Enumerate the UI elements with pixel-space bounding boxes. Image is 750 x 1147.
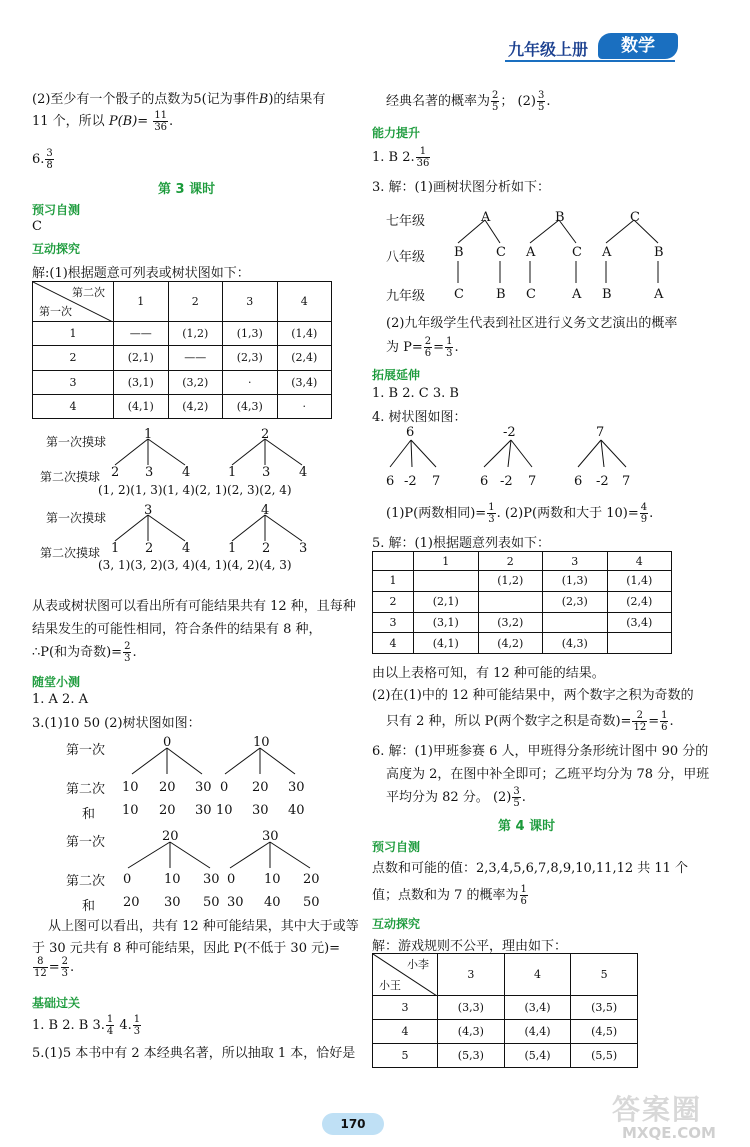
- table-row: 4 (4,1) (4,2) (4,3): [373, 633, 672, 654]
- left-line-1: (2)至少有一个骰子的点数为5(记为事件B)的结果有: [32, 92, 326, 107]
- tree2-leaf: 3: [299, 541, 308, 556]
- table-dice-1: [32, 281, 332, 419]
- tree2-pairs: (3, 1)(3, 2)(3, 4)(4, 1)(4, 2)(4, 3): [98, 558, 292, 572]
- extension-answers-10: 平均分为 82 分。 (2) $\frac{3}{5}$ .: [386, 786, 526, 809]
- conclusion-line-1: 从表或树状图可以看出所有可能结果共有 12 种，且每种: [32, 599, 356, 614]
- tree1-root: 1: [144, 427, 153, 442]
- tree3-first-label: 第一次: [66, 743, 106, 758]
- extension-answers-7: 只有 2 种，所以 P(两个数字之积是奇数)= $\frac{2}{12}$ = $\frac{1}{6}$ .: [386, 710, 674, 733]
- table-product: [372, 551, 672, 654]
- tree1-leaf: 2: [111, 465, 120, 480]
- tree4-mid: A: [526, 245, 536, 260]
- tree4-mid: B: [454, 245, 464, 260]
- tree2-leaf: 4: [182, 541, 191, 556]
- tree5-leaf: 6: [480, 474, 489, 489]
- extension-answers-1: 1. B 2. C 3. B: [372, 386, 459, 401]
- extension-answers-5: 由以上表格可知，有 12 种可能的结果。: [372, 666, 605, 681]
- tree4-leaf: B: [602, 287, 612, 302]
- tree1-pairs: (1, 2)(1, 3)(1, 4)(2, 1)(2, 3)(2, 4): [98, 483, 292, 497]
- tree1-leaf: 3: [262, 465, 271, 480]
- table-header-cell: 4: [504, 954, 571, 996]
- tree3-sum: 30: [164, 895, 181, 910]
- section-preview-2: 预习自测: [372, 840, 421, 854]
- tree2-first-label: 第一次摸球: [46, 511, 107, 525]
- tree2-second-label: 第二次摸球: [40, 546, 101, 560]
- section-basic: 基础过关: [32, 996, 81, 1010]
- preview-answer: C: [32, 219, 42, 234]
- explore-intro: 解:(1)根据题意可列表或树状图如下：: [32, 266, 250, 281]
- extension-answers-4: 5. 解：(1)根据题意列表如下：: [372, 536, 550, 551]
- tree1-first-label: 第一次摸球: [46, 435, 107, 449]
- tree4-level-1: 七年级: [386, 214, 426, 229]
- extension-answers-3: (1)P(两数相同)= $\frac{1}{3}$ . (2)P(两数和大于 10)= $\frac{4}{9}$ .: [386, 502, 654, 525]
- section-preview: 预习自测: [32, 203, 81, 217]
- conclusion-line-2: 结果发生的可能性相同，符合条件的结果有 8 种，: [32, 622, 322, 637]
- tree1-leaf: 1: [228, 465, 237, 480]
- ability-answers-4: 为 P= $\frac{2}{6}$ = $\frac{1}{3}$ .: [386, 336, 459, 359]
- right-line-1: 经典名著的概率为 $\frac{2}{5}$ ； (2) $\frac{3}{5}$ .: [386, 90, 551, 113]
- tree2-leaf: 2: [145, 541, 154, 556]
- tree5-root: 7: [596, 425, 605, 440]
- tree5-leaf: -2: [500, 474, 513, 489]
- tree2-leaf: 2: [262, 541, 271, 556]
- tree4-leaf: A: [654, 287, 664, 302]
- basic-answers-1: 1. B 2. B 3. $\frac{1}{4}$ 4. $\frac{1}{3}$: [32, 1014, 141, 1037]
- lesson-3-title: 第 3 课时: [158, 182, 216, 197]
- table-row: 1 —— (1,2) (1,3) (1,4): [33, 322, 332, 346]
- section-extension: 拓展延伸: [372, 368, 421, 382]
- tree4-mid: C: [572, 245, 582, 260]
- section-ability: 能力提升: [372, 126, 421, 140]
- tree2-leaf: 1: [111, 541, 120, 556]
- tree5-leaf: 6: [386, 474, 395, 489]
- tree4-leaf: C: [526, 287, 536, 302]
- tree5-leaf: 7: [622, 474, 631, 489]
- tree4-leaf: C: [454, 287, 464, 302]
- table-corner: 小李 小王: [373, 954, 438, 996]
- extension-answers-2: 4. 树状图如图：: [372, 410, 467, 425]
- tree3-sum-label: 和: [82, 807, 96, 822]
- tree3-leaf: 0: [227, 872, 236, 887]
- tree5-leaf: 6: [574, 474, 583, 489]
- tree4-level-3: 九年级: [386, 289, 426, 304]
- conclusion-line-4: 从上图可以看出，共有 12 种可能结果，其中大于或等: [48, 919, 359, 934]
- table-row: 3 (3,3) (3,4) (3,5): [373, 996, 638, 1020]
- basic-answers-2: 5.(1)5 本书中有 2 本经典名著，所以抽取 1 本，恰好是: [32, 1046, 356, 1061]
- header-rule: [505, 60, 675, 62]
- tree4-mid: B: [654, 245, 664, 260]
- tree1-leaf: 4: [182, 465, 191, 480]
- table-corner: 第二次 第一次: [33, 282, 114, 322]
- class-answers-2: 3.(1)10 50 (2)树状图如图：: [32, 716, 201, 731]
- tree3-root: 20: [162, 829, 179, 844]
- tree5-leaf: 7: [528, 474, 537, 489]
- preview2-line-2: 值；点数和为 7 的概率为 $\frac{1}{6}$: [372, 884, 527, 907]
- left-line-2: 11 个，所以 P(B)= $\frac{11}{36}$ .: [32, 110, 174, 133]
- table-header-cell: 2: [168, 282, 223, 322]
- ability-answers-3: (2)九年级学生代表到社区进行义务文艺演出的概率: [386, 316, 678, 331]
- watermark-logo: 答案圈: [612, 1093, 703, 1126]
- tree3-leaf: 10: [122, 780, 139, 795]
- tree3-sum: 50: [303, 895, 320, 910]
- tree3-root: 30: [262, 829, 279, 844]
- conclusion-line-6: $\frac{8}{12}$ = $\frac{2}{3}$ .: [34, 956, 75, 979]
- explore2-intro: 解：游戏规则不公平，理由如下：: [372, 939, 568, 954]
- tree1-leaf: 4: [299, 465, 308, 480]
- subject-badge: 数学: [598, 33, 678, 59]
- tree3-sum-label-2: 和: [82, 899, 96, 914]
- table-header-cell: 3: [438, 954, 505, 996]
- section-explore-2: 互动探究: [372, 917, 421, 931]
- tree3-leaf: 30: [288, 780, 305, 795]
- tree4-root: A: [481, 210, 491, 225]
- tree2-leaf: 1: [228, 541, 237, 556]
- extension-answers-6: (2)在(1)中的 12 种可能结果中，两个数字之积为奇数的: [372, 688, 694, 703]
- tree4-leaf: B: [496, 287, 506, 302]
- extension-answers-8: 6. 解：(1)甲班参赛 6 人，甲班得分条形统计图中 90 分的: [372, 744, 709, 759]
- tree3-leaf: 10: [264, 872, 281, 887]
- table-game: [372, 953, 638, 1068]
- tree5-leaf: -2: [596, 474, 609, 489]
- tree2-root: 4: [261, 503, 270, 518]
- table-header-cell: 5: [571, 954, 638, 996]
- table-row: 4 (4,1) (4,2) (4,3) ·: [33, 394, 332, 418]
- tree1-root: 2: [261, 427, 270, 442]
- table-header-cell: 4: [277, 282, 332, 322]
- table-header-cell: 3: [223, 282, 278, 322]
- tree3-leaf: 0: [123, 872, 132, 887]
- tree3-sum: 40: [288, 803, 305, 818]
- ability-answers-1: 1. B 2. $\frac{1}{36}$: [372, 146, 430, 169]
- tree3-leaf: 10: [164, 872, 181, 887]
- table-row: 1 (1,2) (1,3) (1,4): [373, 571, 672, 592]
- tree3-leaf: 20: [252, 780, 269, 795]
- tree2-root: 3: [144, 503, 153, 518]
- tree4-mid: C: [496, 245, 506, 260]
- tree3-sum: 50: [203, 895, 220, 910]
- section-class-test: 随堂小测: [32, 675, 81, 689]
- tree3-leaf: 20: [303, 872, 320, 887]
- tree4-mid: A: [602, 245, 612, 260]
- tree3-sum: 30: [227, 895, 244, 910]
- tree5-root: 6: [406, 425, 415, 440]
- tree3-leaf: 0: [220, 780, 229, 795]
- tree3-sum: 20: [123, 895, 140, 910]
- page-number: 170: [322, 1113, 384, 1135]
- class-answers-1: 1. A 2. A: [32, 692, 88, 707]
- preview2-line-1: 点数和可能的值：2,3,4,5,6,7,8,9,10,11,12 共 11 个: [372, 861, 689, 876]
- tree3-leaf: 30: [195, 780, 212, 795]
- table-header-cell: 1: [114, 282, 169, 322]
- tree3-second-label: 第二次: [66, 782, 106, 797]
- tree1-leaf: 3: [145, 465, 154, 480]
- tree3-root: 10: [253, 735, 270, 750]
- table-header-row: 1 2 3 4: [373, 552, 672, 571]
- left-line-3: 6. $\frac{3}{8}$: [32, 148, 53, 171]
- tree3-sum: 10: [122, 803, 139, 818]
- table-row: 4 (4,3) (4,4) (4,5): [373, 1020, 638, 1044]
- tree4-leaf: A: [572, 287, 582, 302]
- tree3-first-label-2: 第一次: [66, 835, 106, 850]
- tree3-leaf: 30: [203, 872, 220, 887]
- table-row: 3 (3,1) (3,2) · (3,4): [33, 370, 332, 394]
- tree5-root: -2: [503, 425, 516, 440]
- tree3-sum: 10: [216, 803, 233, 818]
- watermark-url: MXQE.COM: [622, 1124, 716, 1142]
- tree3-root: 0: [163, 735, 172, 750]
- tree4-level-2: 八年级: [386, 250, 426, 265]
- table-row: 5 (5,3) (5,4) (5,5): [373, 1044, 638, 1068]
- tree3-second-label-2: 第二次: [66, 874, 106, 889]
- table-row: 2 (2,1) (2,3) (2,4): [373, 591, 672, 612]
- tree3-sum: 30: [252, 803, 269, 818]
- table-row: 2 (2,1) —— (2,3) (2,4): [33, 346, 332, 370]
- lesson-4-title: 第 4 课时: [498, 819, 556, 834]
- table-row: 3 (3,1) (3,2) (3,4): [373, 612, 672, 633]
- tree5-leaf: -2: [404, 474, 417, 489]
- extension-answers-9: 高度为 2，在图中补全即可；乙班平均分为 78 分，甲班: [386, 767, 710, 782]
- tree3-leaf: 20: [159, 780, 176, 795]
- ability-answers-2: 3. 解：(1)画树状图分析如下：: [372, 180, 550, 195]
- tree1-second-label: 第二次摸球: [40, 470, 101, 484]
- tree3-sum: 30: [195, 803, 212, 818]
- tree5-leaf: 7: [432, 474, 441, 489]
- grade-label: 九年级上册: [508, 40, 589, 59]
- tree4-root: C: [630, 210, 640, 225]
- section-explore: 互动探究: [32, 242, 81, 256]
- tree3-sum: 40: [264, 895, 281, 910]
- conclusion-line-5: 于 30 元共有 8 种可能结果，因此 P(不低于 30 元)=: [32, 941, 341, 956]
- tree3-sum: 20: [159, 803, 176, 818]
- tree4-root: B: [555, 210, 565, 225]
- conclusion-line-3: ∴P(和为奇数)= $\frac{2}{3}$ .: [32, 641, 137, 664]
